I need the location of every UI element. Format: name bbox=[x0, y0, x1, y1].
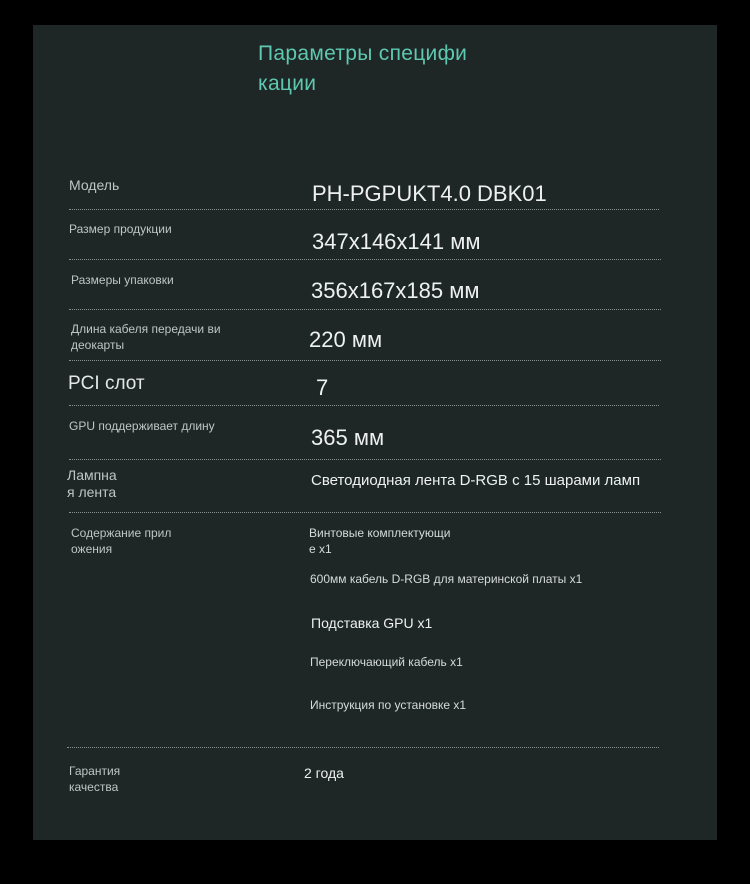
spec-label-package-size: Размеры упаковки bbox=[71, 273, 174, 287]
spec-label-cable-length: Длина кабеля передачи ви деокарты bbox=[71, 322, 221, 352]
row-divider bbox=[69, 309, 661, 310]
spec-value-pci-slot: 7 bbox=[316, 375, 329, 400]
spec-label-light-strip: Лампна я лента bbox=[67, 467, 117, 500]
spec-label-contents: Содержание прил ожения bbox=[71, 526, 172, 556]
spec-panel bbox=[33, 25, 717, 840]
row-divider bbox=[69, 259, 661, 260]
row-divider bbox=[69, 405, 659, 406]
spec-label-model: Модель bbox=[69, 177, 120, 193]
contents-item: Подставка GPU x1 bbox=[311, 615, 433, 631]
spec-value-light-strip: Светодиодная лента D-RGB с 15 шарами ламп bbox=[311, 472, 641, 489]
contents-item: 600мм кабель D-RGB для материнской платы x1 bbox=[310, 572, 583, 586]
contents-item: Инструкция по установке x1 bbox=[310, 698, 467, 712]
spec-value-model: PH-PGPUKT4.0 DBK01 bbox=[312, 181, 547, 206]
spec-label-product-size: Размер продукции bbox=[69, 222, 172, 236]
row-divider bbox=[69, 209, 659, 210]
spec-label-warranty: Гарантия качества bbox=[69, 764, 121, 794]
spec-value-product-size: 347x146x141 мм bbox=[312, 229, 481, 254]
row-divider bbox=[69, 512, 661, 513]
row-divider bbox=[69, 459, 661, 460]
contents-item: Винтовые комплектующи е x1 bbox=[309, 526, 451, 556]
spec-value-gpu-length: 365 мм bbox=[311, 425, 385, 450]
row-divider bbox=[67, 747, 659, 748]
spec-value-cable-length: 220 мм bbox=[309, 327, 383, 352]
spec-value-warranty: 2 года bbox=[304, 765, 344, 781]
contents-item: Переключающий кабель x1 bbox=[310, 655, 463, 669]
row-divider bbox=[69, 360, 661, 361]
spec-label-gpu-length: GPU поддерживает длину bbox=[69, 419, 215, 433]
page-title: Параметры специфи кации bbox=[258, 42, 468, 95]
spec-value-package-size: 356x167x185 мм bbox=[311, 278, 480, 303]
spec-label-pci-slot: PCI слот bbox=[68, 373, 145, 394]
